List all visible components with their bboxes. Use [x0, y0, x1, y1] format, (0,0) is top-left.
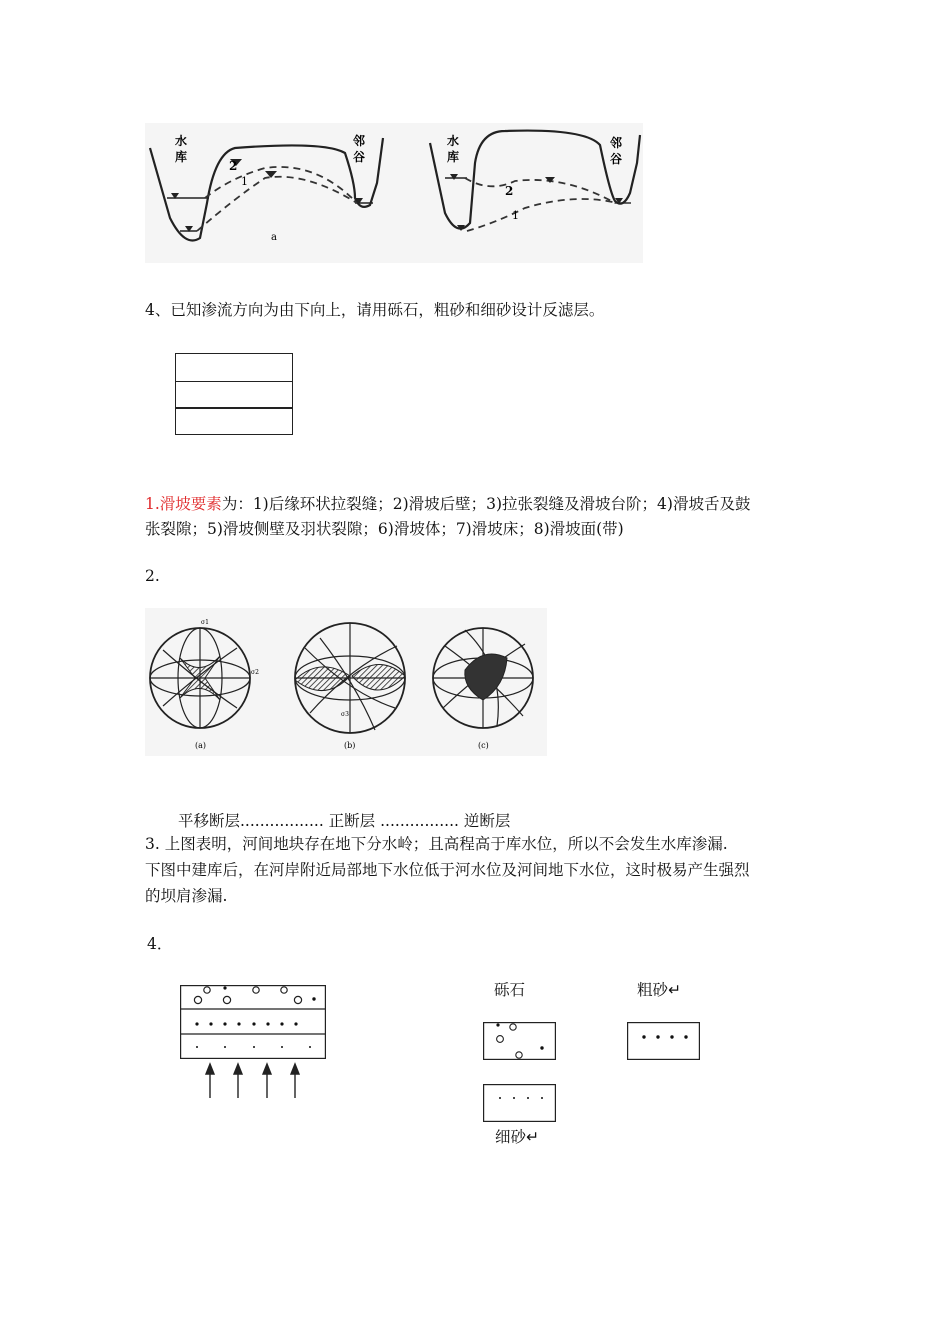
- legend-coarse-sand-label: 粗砂↵: [637, 981, 681, 999]
- line-label-1-right: 1: [512, 209, 519, 222]
- filter-layer-design-svg: [180, 985, 326, 1100]
- sphere-label-a: (a): [195, 741, 207, 750]
- legend-fine-sand-svg: [483, 1084, 556, 1122]
- label-valley-left-1: 邻: [353, 134, 366, 148]
- answer-3-line1: 3. 上图表明，河间地块存在地下分水岭；且高程高于库水位，所以不会发生水库渗漏.: [145, 835, 728, 853]
- legend-gravel-svg: [483, 1022, 556, 1060]
- label-reservoir-right-2: 库: [447, 150, 460, 164]
- answer-1-line2: 张裂隙；5)滑坡侧壁及羽状裂隙；6)滑坡体；7)滑坡床；8)滑坡面(带): [145, 520, 624, 538]
- stress-sphere-figure: [145, 608, 547, 756]
- line-label-2-right: 2: [505, 184, 514, 198]
- sigma-2-label: σ2: [251, 669, 259, 676]
- answer-2-caption: 平移断层................. 正断层 ................ 逆断层: [178, 812, 511, 830]
- label-valley-right-1: 邻: [610, 136, 623, 150]
- filter-layer-design: [180, 985, 326, 1100]
- sigma-1-label: σ1: [201, 619, 209, 626]
- answer-1-term: 滑坡要素: [159, 495, 222, 513]
- label-reservoir-right-1: 水: [447, 134, 460, 148]
- answer-2-number: 2.: [145, 567, 160, 585]
- line-label-2-left: 2: [229, 159, 238, 173]
- legend-coarse-sand-box: [627, 1022, 700, 1060]
- answer-3-line3: 的坝肩渗漏.: [145, 887, 228, 905]
- answer-1-rest: 为：1)后缘环状拉裂缝；2)滑坡后壁；3)拉张裂缝及滑坡台阶；4)滑坡舌及鼓: [221, 495, 751, 513]
- answer-3-line2: 下图中建库后，在河岸附近局部地下水位低于河水位及河间地下水位，这时极易产生强烈: [145, 861, 750, 879]
- legend-fine-sand-label: 细砂↵: [495, 1128, 539, 1146]
- sphere-label-b: (b): [344, 741, 356, 750]
- label-reservoir-left-2: 库: [175, 150, 188, 164]
- legend-coarse-sand-svg: [627, 1022, 700, 1060]
- sphere-label-c: (c): [478, 741, 489, 750]
- legend-gravel-box: [483, 1022, 556, 1060]
- blank-layer-bottom: [175, 407, 293, 435]
- label-reservoir-left-1: 水: [175, 134, 188, 148]
- answer-1-number: 1.: [145, 495, 160, 513]
- seepage-figure-svg: [145, 123, 643, 263]
- answer-1-line1: [145, 492, 750, 516]
- legend-fine-sand-box: [483, 1084, 556, 1122]
- question-4: 4、已知渗流方向为由下向上，请用砾石，粗砂和细砂设计反滤层。: [145, 301, 605, 319]
- blank-layer-top: [175, 353, 293, 382]
- label-valley-right-2: 谷: [610, 152, 623, 166]
- sigma-3-label: σ3: [341, 711, 349, 718]
- label-a: a: [271, 232, 277, 243]
- blank-layer-middle: [175, 381, 293, 409]
- seepage-figure: [145, 123, 643, 263]
- legend-gravel-label: 砾石: [494, 981, 526, 999]
- stress-sphere-svg: [145, 608, 547, 756]
- filter-layer-blank-table: [175, 353, 293, 435]
- label-valley-left-2: 谷: [353, 150, 366, 164]
- line-label-1-left: 1: [241, 175, 248, 188]
- answer-4-number: 4．: [147, 935, 173, 953]
